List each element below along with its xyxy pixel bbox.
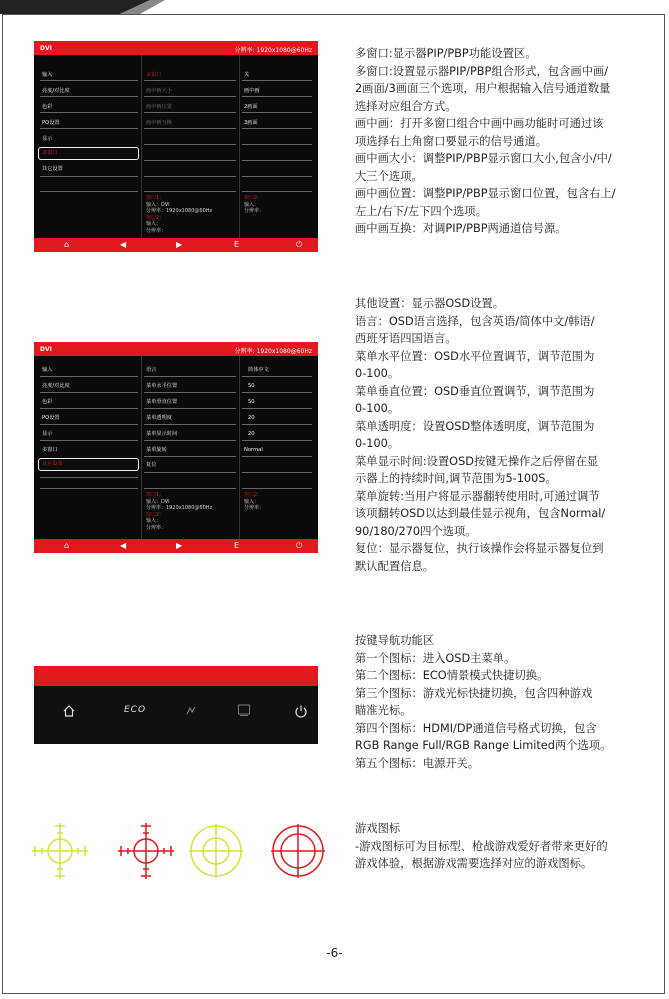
osd-source: DVI [40,346,52,353]
home-icon[interactable] [62,704,76,718]
osd-menu-item[interactable]: 多窗口 [42,447,58,453]
osd-menu-item[interactable]: 亮度/对比度 [42,88,70,94]
right-arrow-icon[interactable]: ▶ [176,240,183,249]
osd-resolution: 分辨率: 1920x1080@60Hz [234,348,312,355]
osd-option[interactable]: 关 [244,72,250,78]
osd-submenu-item[interactable]: 复位 [146,462,157,468]
osd-submenu-item[interactable]: 菜单水平位置 [146,383,178,389]
scope-red-icon [268,821,328,881]
osd-option[interactable]: 20 [248,431,255,437]
signal-format-icon[interactable] [237,703,251,717]
osd-menu-item[interactable]: 亮度/对比度 [42,383,70,389]
osd-window-info-right: 窗口2： 输入： 分辨率： [244,492,265,511]
osd-footer [34,539,318,553]
osd-menu-item[interactable]: PQ设置 [42,415,60,421]
osd-menu-item[interactable]: 其它设置 [42,166,63,172]
osd-menu-item[interactable]: 显示 [42,431,53,437]
page-number: -6- [326,946,343,960]
osd-menu-item-selected[interactable]: 多窗口 [42,150,58,156]
home-icon[interactable]: ⌂ [64,541,70,550]
osd-submenu-item[interactable]: 画中画位置 [146,104,172,110]
right-arrow-icon[interactable]: ▶ [176,541,183,550]
osd-window-info-right: 窗口2： 输入： 分辨率： [244,195,265,214]
scope-yellow-icon [186,821,246,881]
power-icon[interactable]: ⏻ [296,240,303,249]
osd-submenu-item[interactable]: 语言 [146,367,157,373]
crosshair-yellow-icon [30,821,90,881]
osd-menu-item[interactable]: 输入 [42,72,53,78]
key-navigation-description: 按键导航功能区 第一个图标：进入OSD主菜单。 第二个图标：ECO情景模式快捷切换。 第三个图标：游戏光标快捷切换，包含四种游戏 瞄准光标。 第四个图标：HDMI/DP通道信号格式切换，包含 RGB Range Full/RGB Range Limited两个选项。 第五个图标：电源开关。 [355,634,612,770]
osd-screen-other-settings [34,342,318,553]
osd-menu-item-selected[interactable]: 其它设置 [42,461,63,467]
e-button[interactable]: E [234,240,240,249]
osd-menu-item[interactable]: 色彩 [42,104,53,110]
home-icon[interactable]: ⌂ [64,240,70,249]
osd-window-info-left: 窗口1： 输入：DVI 分辨率：1920x1080@60Hz 窗口2： 输入： 分辨率： [146,195,213,234]
left-arrow-icon[interactable]: ◀ [120,541,127,550]
osd-option[interactable]: 画中画 [244,88,260,94]
other-settings-description: 其他设置：显示器OSD设置。 语言：OSD语言选择，包含英语/简体中文/韩语/ 西班牙语四国语言。 菜单水平位置：OSD水平位置调节，调节范围为 0-100。 菜单垂直位置：OSD垂直位置调节，调节范围为 0-100。 菜单透明度：设置OSD整体透明度，调节范围为 0-100。 菜单显示时间:设置OSD按键无操作之后停留在显 示器上的持续时间,调节范围为5-100S。 菜单旋转:当用户将显示器翻转使用时,可通过调节 该项翻转OSD以达到最佳显示视角，包含Normal/ 90/180/270四个选项。 复位：显示器复位，执行该操作会将显示器复位到 默认配置信息。 [355,297,606,573]
power-icon[interactable]: ⏻ [296,541,303,550]
osd-submenu-item[interactable]: 多窗口 [146,72,162,78]
osd-option[interactable]: Normal [244,447,263,453]
osd-submenu-item[interactable]: 画中画大小 [146,88,172,94]
header-decoration [0,0,669,14]
osd-option[interactable]: 简体中文 [248,367,269,373]
osd-option[interactable]: 3画面 [244,120,258,126]
osd-menu-item[interactable]: 输入 [42,367,53,373]
osd-submenu-item[interactable]: 菜单垂直位置 [146,399,178,405]
osd-source: DVI [40,45,52,52]
osd-header [34,41,318,55]
osd-option[interactable]: 50 [248,399,255,405]
osd-resolution: 分辨率: 1920x1080@60Hz [234,47,312,54]
game-icons-description: 游戏图标 -游戏图标可为目标型、枪战游戏爱好者带来更好的 游戏体验，根据游戏需要选择对应的游戏图标。 [355,822,608,870]
osd-window-info-left: 窗口1： 输入：DVI 分辨率：1920x1080@60Hz 窗口2： 输入： 分辨率： [146,492,213,531]
crosshair-red-icon [116,821,176,881]
osd-screen-multiwindow [34,41,318,252]
osd-option[interactable]: 2画面 [244,104,258,110]
osd-submenu-item[interactable]: 菜单透明度 [146,415,172,421]
osd-footer [34,238,318,252]
osd-menu-item[interactable]: PQ设置 [42,120,60,126]
osd-menu-item[interactable]: 显示 [42,136,53,142]
e-button[interactable]: E [234,541,240,550]
eco-icon[interactable]: ECO [124,705,147,715]
osd-submenu-item[interactable]: 菜单显示时间 [146,431,178,437]
osd-header [34,342,318,356]
power-icon[interactable] [294,704,308,718]
osd-submenu-item[interactable]: 画中画互换 [146,120,172,126]
osd-menu-item[interactable]: 色彩 [42,399,53,405]
multiwindow-description: 多窗口:显示器PIP/PBP功能设置区。 多窗口:设置显示器PIP/PBP组合形式，包含画中画/ 2画面/3画面三个选项，用户根据输入信号通道数量 选择对应组合方式。 画中画：打开多窗口组合中画中画功能时可通过该 项选择右上角窗口要显示的信号通道。 画中画大小：调整PIP/PBP显示窗口大小,包含小/中/ 大三个选项。 画中画位置：调整PIP/PBP显示窗口位置，包含右上/ 左上/右下/左下四个选项。 画中画互换：对调PIP/PBP两通道信号源。 [355,47,616,235]
key-navigation-bar [34,666,318,744]
osd-option[interactable]: 50 [248,383,255,389]
left-arrow-icon[interactable]: ◀ [120,240,127,249]
osd-option[interactable]: 20 [248,415,255,421]
osd-submenu-item[interactable]: 菜单旋转 [146,447,167,453]
crosshair-toggle-icon[interactable] [184,704,198,718]
